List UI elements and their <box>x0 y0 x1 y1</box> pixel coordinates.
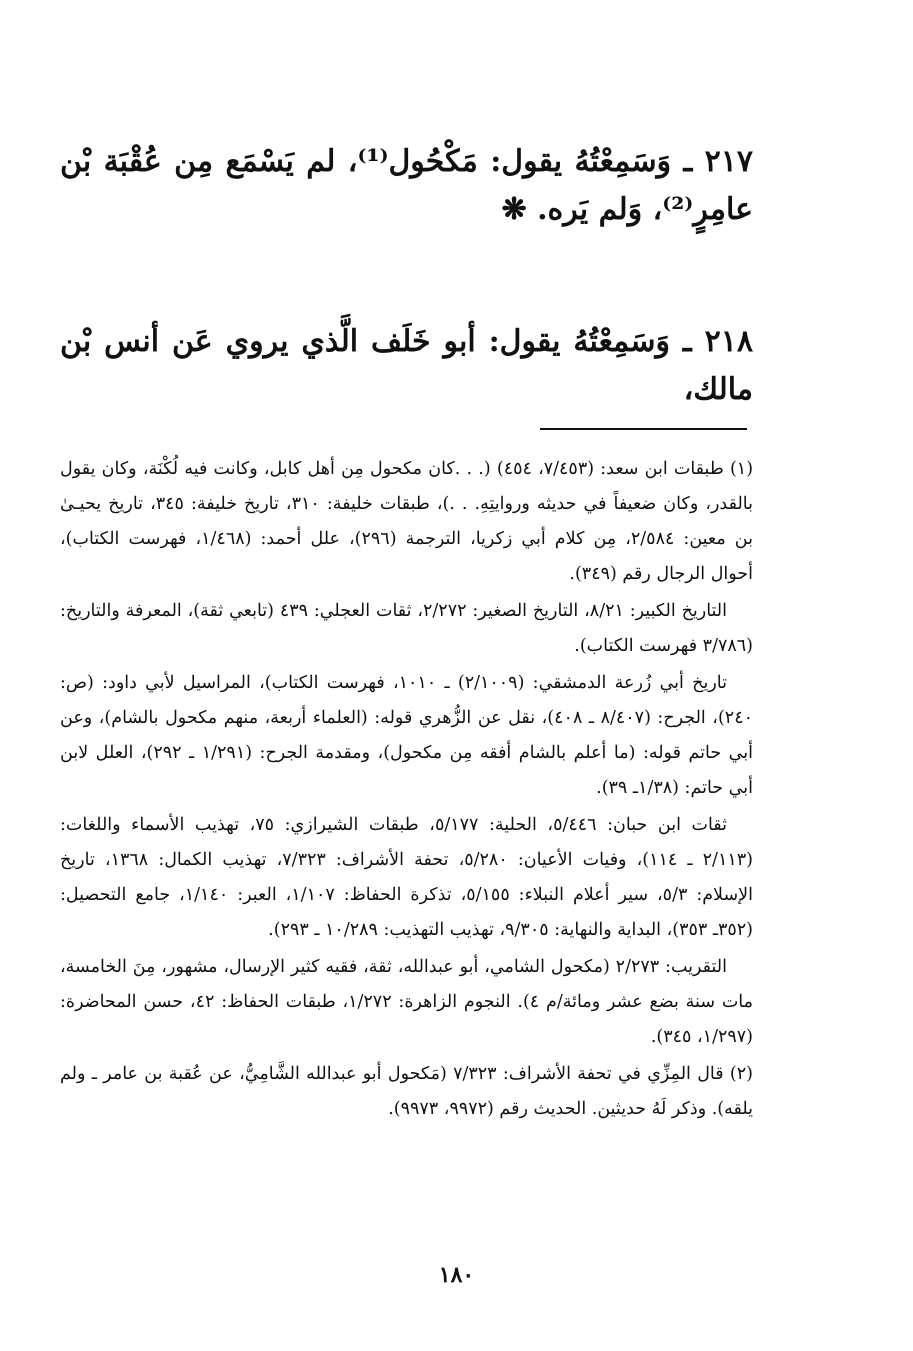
footnote-1-continuation: ثقات ابن حبان: ٥/٤٤٦، الحلية: ٥/١٧٧، طبقات الشيرازي: ٧٥، تهذيب الأسماء واللغات: (٢/١١٣ ـ ١١٤)، وفيات الأعيان: ٥/٢٨٠، تحفة الأشراف: ٧/٣٢٣، تهذيب الكمال: ١٣٦٨، تاريخ الإسلام: ٥/٣، سير أعلام النبلاء: ٥/١٥٥، تذكرة الحفاظ: ١/١٠٧، العبر: ١/١٤٠، جامع التحصيل: (٣٥٢ـ ٣٥٣)، البداية والنهاية: ٩/٣٠٥، تهذيب التهذيب: ١٠/٢٨٩ ـ ٢٩٣). <box>54 815 753 940</box>
footnote-1-continuation: تاريخ أبي زُرعة الدمشقي: (٢/١٠٠٩) ـ ١٠١٠، فهرست الكتاب)، المراسيل لأبي داود: (ص: ٢٤٠)، الجرح: (٨/٤٠٧ ـ ٤٠٨)، نقل عن الزُّهري قوله: (العلماء أربعة، منهم مكحول بالشام)، وعن أبي حاتم قوله: (ما أعلم بالشام أفقه مِن مكحول)، ومقدمة الجرح: (١/٢٩١ ـ ٢٩٢)، العلل لابن أبي حاتم: (١/٣٨ـ ٣٩). <box>54 673 753 798</box>
entry-218: ٢١٨ ـ وَسَمِعْتُهُ يقول: أبو خَلَف الَّذي يروي عَن أنس بْن مالك، <box>49 324 753 407</box>
footnote-1: (١) طبقات ابن سعد: (٧/٤٥٣، ٤٥٤) (. . .كان مكحول مِن أهل كابل، وكانت فيه لُكْنَة، وكان يقول بالقدر، وكان ضعيفاً في حديثه وروايتِهِ. . .)، طبقات خليفة: ٣١٠، تاريخ خليفة: ٣٤٥، تاريخ يحيـىٰ بن معين: ٢/٥٨٤، مِن كلام أبي زكريا، الترجمة (٢٩٦)، علل أحمد: (١/٤٦٨، فهرست الكتاب)، أحوال الرجال رقم (٣٤٩). <box>54 459 754 584</box>
entry-217: ٢١٧ ـ وَسَمِعْتُهُ يقول: مَكْحُول⁽¹⁾، لم يَسْمَع مِن عُقْبَة بْن عامِرٍ⁽²⁾، وَلم يَره. ❋ <box>49 144 753 227</box>
footnote-1-continuation: التقريب: ٢/٢٧٣ (مكحول الشامي، أبو عبدالله، ثقة، فقيه كثير الإرسال، مشهور، مِنَ الخامسة، مات سنة بضع عشر ومائة/م ٤). النجوم الزاهرة: ١/٢٧٢، طبقات الحفاظ: ٤٢، حسن المحاضرة: (١/٢٩٧، ٣٤٥). <box>54 957 754 1047</box>
footnote-2: (٢) قال المِزِّي في تحفة الأشراف: ٧/٣٢٣ (مَكحول أبو عبدالله الشَّامِيُّ، عن عُقبة بن عامر ـ ولم يلقه). وذكر لَهُ حديثين. الحديث رقم (٩٩٧٢، ٩٩٧٣). <box>54 1064 753 1119</box>
footnote-1-continuation: التاريخ الكبير: ٨/٢١، التاريخ الصغير: ٢/٢٧٢، ثقات العجلي: ٤٣٩ (تابعي ثقة)، المعرفة والتاريخ: (٣/٧٨٦ فهرست الكتاب). <box>54 601 753 656</box>
footnotes <box>54 452 754 1129</box>
page-number: ١٨٠ <box>438 1262 475 1288</box>
footnote-separator <box>540 428 747 430</box>
